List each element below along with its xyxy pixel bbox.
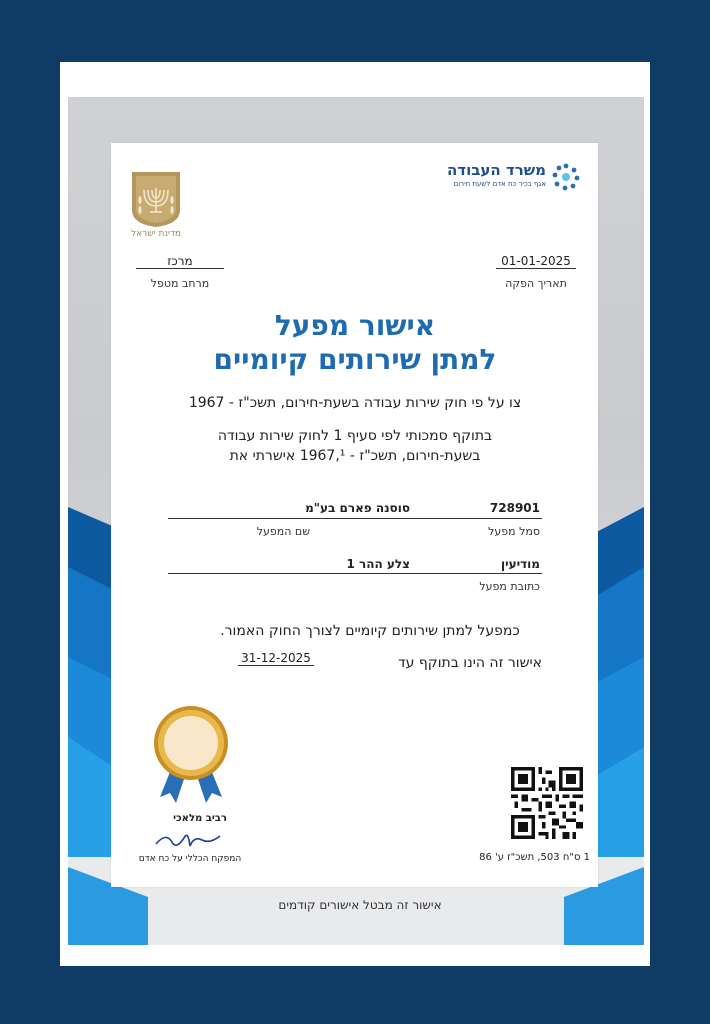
qr-code [511, 767, 583, 839]
handwritten-signature [150, 826, 230, 854]
order-line: צו על פי חוק שירות עבודה בשעת-חירום, תשכ"ז - 1967 [188, 395, 522, 411]
validity-prefix: אישור זה הינו בתוקף עד [397, 655, 542, 671]
signer-name: רביב מלאכי [173, 813, 227, 824]
factory-name-value: סוסנה פארם בע"מ [305, 501, 410, 515]
valid-until-date: 31-12-2025 [238, 651, 314, 666]
ministry-tagline: אגף בכיר כח אדם לשעת חירום [453, 180, 546, 188]
factory-street-value: צלע ההר 1 [346, 557, 410, 571]
factory-symbol-value: 728901 [489, 501, 540, 515]
certificate-title-line1: אישור מפעל [274, 309, 436, 342]
region-label: מרחב מטפל [150, 277, 210, 290]
ministry-logo-icon [552, 163, 580, 191]
footer-note: אישור זה מבטל אישורים קודמים [278, 898, 442, 912]
authority-line-1: בתוקף סמכותי לפי סעיף 1 לחוק שירות עבודה [217, 428, 493, 444]
address-row-divider [168, 573, 542, 574]
region-value: מרכז [136, 254, 224, 269]
ministry-logo [446, 161, 580, 195]
factory-city-value: מודיעין [500, 557, 540, 571]
signer-title: המפקח הכללי על כח אדם [138, 854, 242, 864]
state-emblem-icon [128, 170, 184, 228]
legal-reference-footnote: 1 ס"ח 503, תשכ"ז ע' 86 [479, 852, 590, 863]
factory-name-label: שם המפעל [256, 525, 310, 538]
factory-symbol-label: סמל מפעל [488, 525, 540, 538]
ministry-name: משרד העבודה [446, 161, 546, 179]
authority-line-2: בשעת-חירום, תשכ"ז - 1967,¹ אישרתי את [229, 448, 481, 464]
statement-line: כמפעל למתן שירותים קיומיים לצורך החוק האמור. [220, 623, 520, 639]
factory-row-divider [168, 518, 542, 519]
issue-date-label: תאריך הפקה [505, 277, 567, 290]
address-label: כתובת מפעל [479, 580, 540, 593]
issue-date-value: 01-01-2025 [496, 254, 576, 269]
state-emblem-label: מדינת ישראל [130, 229, 182, 239]
gold-medal-icon [150, 705, 232, 805]
certificate-title-line2: למתן שירותים קיומיים [213, 343, 497, 376]
